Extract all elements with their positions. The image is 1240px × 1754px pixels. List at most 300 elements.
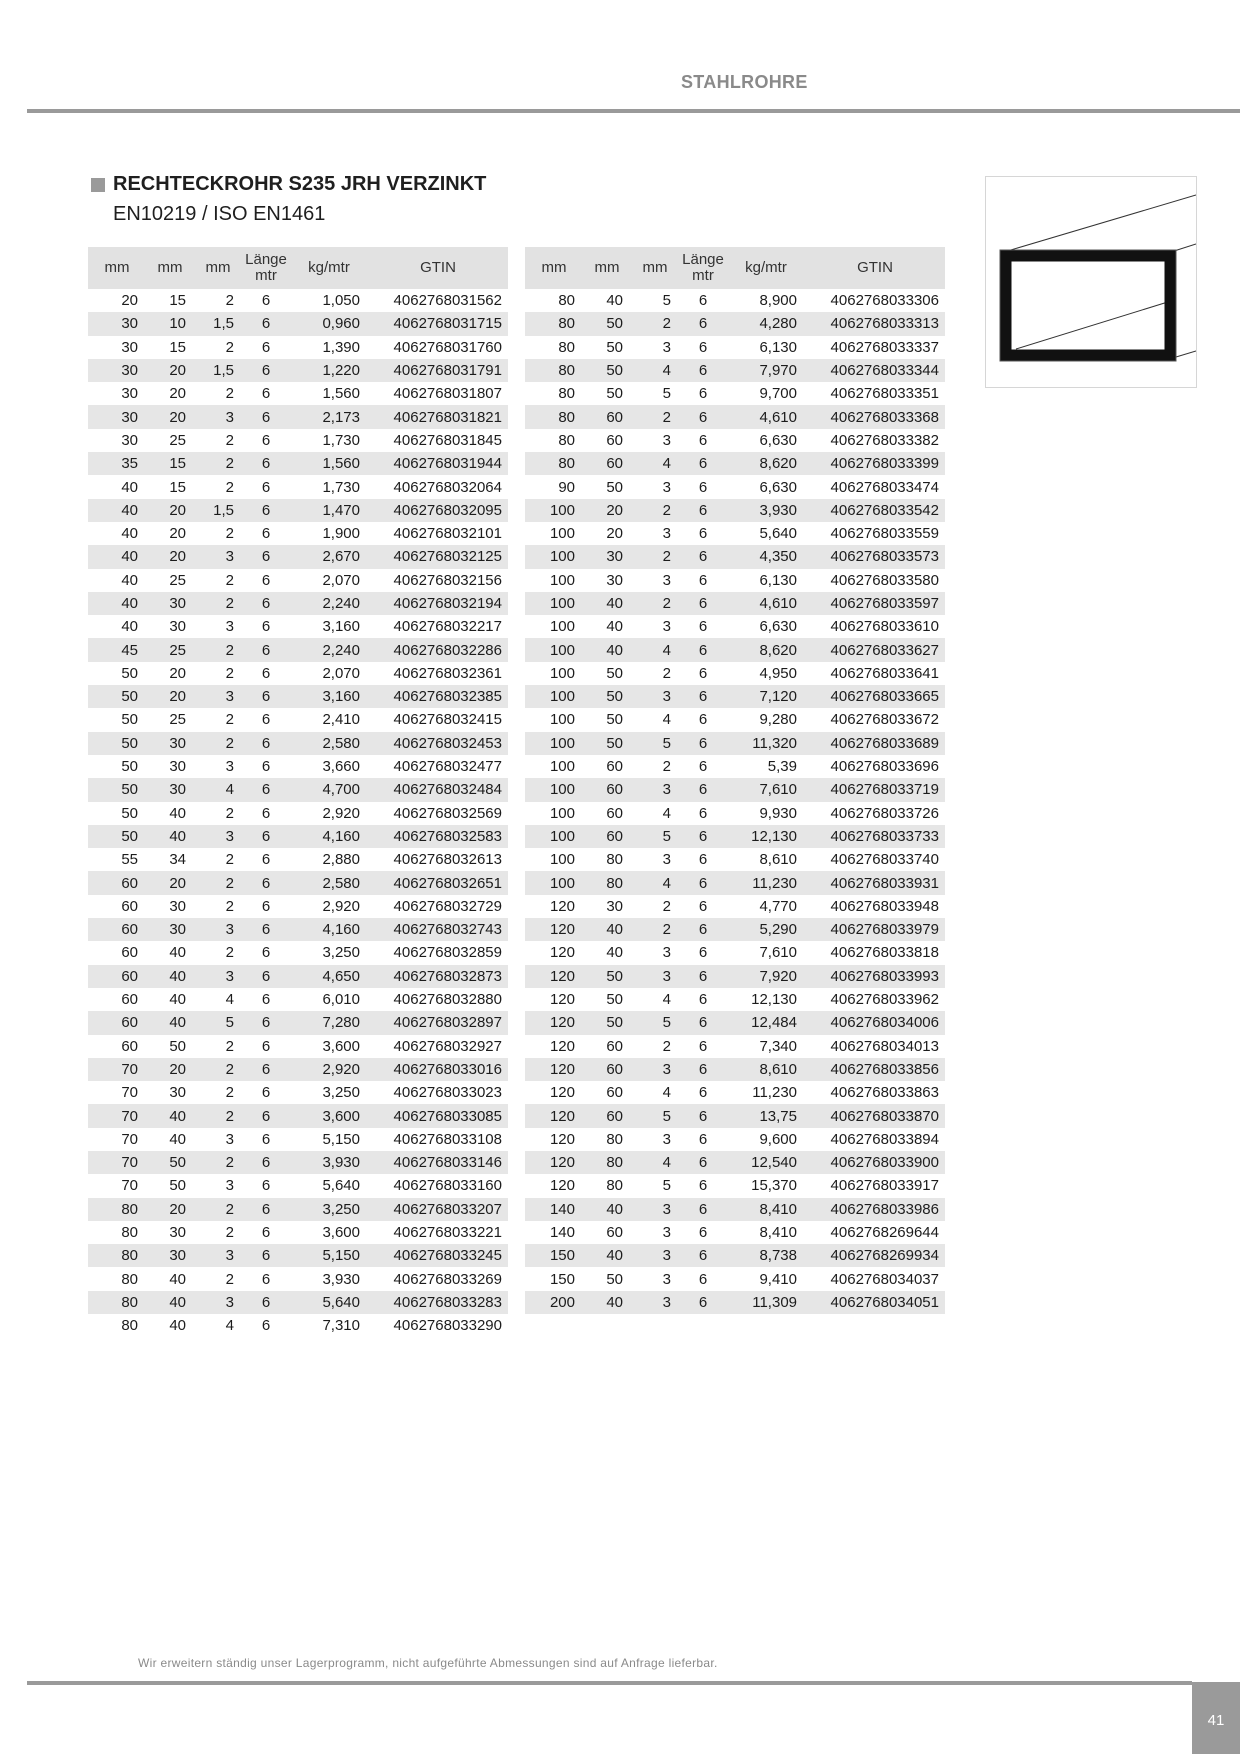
table-cell: 1,470 <box>290 499 368 522</box>
table-cell: 5 <box>631 732 679 755</box>
table-row <box>88 755 508 778</box>
table-cell: 13,75 <box>727 1104 805 1127</box>
table-cell: 3 <box>631 1058 679 1081</box>
table-cell: 100 <box>525 499 583 522</box>
table-cell: 4 <box>662 804 671 822</box>
table-cell: 4062768033610 <box>830 618 939 636</box>
table-cell: 30 <box>146 778 194 801</box>
table-cell: 4062768033368 <box>805 405 945 428</box>
table-cell: 6 <box>679 1011 727 1034</box>
table-cell: 4062768033917 <box>830 1177 939 1195</box>
table-cell: 6 <box>242 1058 290 1081</box>
table-row <box>88 1058 508 1081</box>
column-header: kg/mtr <box>290 247 368 289</box>
header-divider <box>27 109 1240 113</box>
table-row <box>88 522 508 545</box>
table-cell: 4062768033337 <box>830 338 939 356</box>
table-cell: 6 <box>679 592 727 615</box>
page-number-box <box>1192 1682 1240 1754</box>
table-cell: 3 <box>194 1244 242 1267</box>
table-cell: 0,960 <box>290 312 368 335</box>
table-cell: 4062768033283 <box>368 1291 508 1314</box>
table-row <box>88 312 508 335</box>
table-cell: 60 <box>583 1058 631 1081</box>
table-cell: 4 <box>662 991 671 1009</box>
table-row <box>525 382 945 405</box>
table-cell: 2 <box>225 944 234 962</box>
table-cell: 100 <box>549 664 575 682</box>
table-cell: 2,240 <box>290 638 368 661</box>
table-cell: 3 <box>662 525 671 543</box>
table-cell: 6 <box>679 965 727 988</box>
table-cell: 6 <box>679 405 727 428</box>
column-header: GTIN <box>368 247 508 289</box>
table-cell: 40 <box>583 918 631 941</box>
table-cell: 60 <box>583 825 631 848</box>
table-cell: 80 <box>558 385 575 403</box>
table-row <box>525 1104 945 1127</box>
table-cell: 6,130 <box>759 338 797 356</box>
table-row <box>525 1244 945 1267</box>
square-bullet-icon <box>91 178 105 192</box>
table-row <box>88 592 508 615</box>
table-cell: 30 <box>169 1084 186 1102</box>
table-cell: 7,920 <box>727 965 805 988</box>
table-cell: 6 <box>261 385 271 403</box>
table-cell: 4062768033269 <box>393 1270 502 1288</box>
table-cell: 70 <box>88 1058 146 1081</box>
table-cell: 30 <box>169 758 186 776</box>
table-cell: 120 <box>549 944 575 962</box>
table-cell: 4,280 <box>727 312 805 335</box>
table-cell: 6 <box>698 1177 708 1195</box>
table-cell: 4062768033351 <box>830 385 939 403</box>
table-cell: 2 <box>194 732 242 755</box>
page-number: 41 <box>1207 1712 1225 1729</box>
table-row <box>525 848 945 871</box>
table-cell: 40 <box>121 571 138 589</box>
table-cell: 2 <box>194 1198 242 1221</box>
table-cell: 40 <box>583 592 631 615</box>
table-cell: 6 <box>242 452 290 475</box>
table-cell: 2 <box>631 545 679 568</box>
table-cell: 3 <box>631 778 679 801</box>
table-cell: 5 <box>662 385 671 403</box>
table-cell: 60 <box>606 431 623 449</box>
table-cell: 2 <box>225 1084 234 1102</box>
table-cell: 20 <box>146 405 194 428</box>
table-cell: 4 <box>225 991 234 1009</box>
table-cell: 2,410 <box>322 711 360 729</box>
table-row <box>525 1081 945 1104</box>
table-cell: 4062768033931 <box>805 871 945 894</box>
table-cell: 200 <box>525 1291 583 1314</box>
table-cell: 40 <box>88 499 146 522</box>
table-cell: 50 <box>121 758 138 776</box>
table-cell: 5,640 <box>290 1291 368 1314</box>
table-cell: 12,540 <box>727 1151 805 1174</box>
table-cell: 40 <box>606 292 623 310</box>
table-row <box>88 429 508 452</box>
table-cell: 3 <box>225 1177 234 1195</box>
table-cell: 6 <box>698 431 708 449</box>
table-cell: 6 <box>242 1104 290 1127</box>
table-cell: 9,410 <box>759 1270 797 1288</box>
table-cell: 2,880 <box>322 851 360 869</box>
table-cell: 4 <box>631 452 679 475</box>
table-cell: 6 <box>242 1011 290 1034</box>
footer-divider <box>27 1681 1192 1685</box>
table-cell: 60 <box>606 1084 623 1102</box>
table-row <box>525 941 945 964</box>
table-cell: 9,700 <box>759 385 797 403</box>
table-row <box>525 871 945 894</box>
table-cell: 7,120 <box>727 685 805 708</box>
table-cell: 8,620 <box>727 638 805 661</box>
table-cell: 8,610 <box>759 851 797 869</box>
table-cell: 4062768033023 <box>393 1084 502 1102</box>
table-cell: 30 <box>146 1244 194 1267</box>
table-cell: 4062768031562 <box>393 292 502 310</box>
table-cell: 3,600 <box>322 1224 360 1242</box>
table-row <box>88 359 508 382</box>
table-cell: 100 <box>525 732 583 755</box>
table-cell: 4062768033986 <box>805 1198 945 1221</box>
table-cell: 6 <box>679 1244 727 1267</box>
table-cell: 4062768032125 <box>368 545 508 568</box>
table-cell: 60 <box>606 1037 623 1055</box>
footer-note: Wir erweitern ständig unser Lagerprogramm, nicht aufgeführte Abmessungen sind auf Anfrage lieferbar. <box>138 1656 718 1670</box>
table-cell: 4062768033962 <box>830 991 939 1009</box>
table-cell: 4062768032651 <box>368 871 508 894</box>
table-cell: 2 <box>225 664 234 682</box>
table-cell: 40 <box>606 618 623 636</box>
table-cell: 100 <box>525 545 583 568</box>
table-cell: 50 <box>583 685 631 708</box>
table-cell: 4062768033726 <box>830 804 939 822</box>
table-cell: 4062768033733 <box>805 825 945 848</box>
table-cell: 40 <box>583 1244 631 1267</box>
table-cell: 4 <box>631 871 679 894</box>
table-cell: 50 <box>583 312 631 335</box>
table-cell: 6 <box>242 871 290 894</box>
table-row <box>88 1291 508 1314</box>
table-row <box>88 336 508 359</box>
table-cell: 80 <box>606 1177 623 1195</box>
table-cell: 40 <box>121 478 138 496</box>
table-cell: 2 <box>225 851 234 869</box>
table-row <box>525 778 945 801</box>
table-cell: 5,150 <box>322 1130 360 1148</box>
table-cell: 5 <box>631 1011 679 1034</box>
table-cell: 3,250 <box>322 944 360 962</box>
table-cell: 4,770 <box>759 897 797 915</box>
table-cell: 6 <box>242 1244 290 1267</box>
product-image <box>985 176 1197 388</box>
table-row <box>525 429 945 452</box>
table-cell: 2,920 <box>290 1058 368 1081</box>
table-cell: 1,900 <box>322 525 360 543</box>
table-cell: 70 <box>121 1177 138 1195</box>
table-cell: 4062768033894 <box>830 1130 939 1148</box>
table-cell: 3 <box>662 431 671 449</box>
table-cell: 25 <box>169 431 186 449</box>
table-row <box>88 848 508 871</box>
table-row <box>88 1035 508 1058</box>
table-cell: 2 <box>225 711 234 729</box>
table-cell: 2,173 <box>290 405 368 428</box>
table-cell: 50 <box>606 478 623 496</box>
table-cell: 120 <box>525 1151 583 1174</box>
table-cell: 7,970 <box>727 359 805 382</box>
spec-table-right <box>525 247 945 1314</box>
table-row <box>88 988 508 1011</box>
table-cell: 40 <box>121 525 138 543</box>
rectangular-tube-icon <box>986 177 1196 387</box>
table-cell: 8,738 <box>727 1244 805 1267</box>
table-cell: 3 <box>194 685 242 708</box>
table-cell: 3,250 <box>290 1198 368 1221</box>
table-cell: 40 <box>121 618 138 636</box>
table-cell: 60 <box>88 965 146 988</box>
table-cell: 4 <box>631 638 679 661</box>
table-cell: 6 <box>242 732 290 755</box>
table-cell: 6 <box>242 1151 290 1174</box>
table-cell: 6 <box>698 525 708 543</box>
table-row <box>525 825 945 848</box>
table-cell: 70 <box>121 1084 138 1102</box>
table-cell: 4,950 <box>759 664 797 682</box>
table-cell: 20 <box>146 499 194 522</box>
table-cell: 60 <box>121 1037 138 1055</box>
table-cell: 4062768033856 <box>805 1058 945 1081</box>
table-cell: 20 <box>146 871 194 894</box>
table-cell: 11,230 <box>752 1084 797 1102</box>
table-cell: 6 <box>261 431 271 449</box>
table-cell: 6 <box>261 897 271 915</box>
table-cell: 40 <box>146 825 194 848</box>
table-cell: 6 <box>698 851 708 869</box>
table-cell: 6 <box>698 1037 708 1055</box>
table-cell: 70 <box>88 1104 146 1127</box>
table-cell: 2 <box>225 525 234 543</box>
table-cell: 25 <box>169 711 186 729</box>
table-cell: 4062768033979 <box>805 918 945 941</box>
table-cell: 4062768034006 <box>805 1011 945 1034</box>
table-cell: 4062768033245 <box>368 1244 508 1267</box>
table-row <box>88 1221 508 1244</box>
table-cell: 6 <box>261 804 271 822</box>
table-cell: 3 <box>662 851 671 869</box>
table-cell: 4062768032897 <box>368 1011 508 1034</box>
table-cell: 60 <box>121 991 138 1009</box>
table-cell: 20 <box>121 292 138 310</box>
table-cell: 80 <box>606 1130 623 1148</box>
table-cell: 50 <box>121 804 138 822</box>
table-cell: 100 <box>549 804 575 822</box>
table-cell: 6,630 <box>759 618 797 636</box>
table-cell: 80 <box>525 359 583 382</box>
table-cell: 4062768032385 <box>368 685 508 708</box>
table-cell: 1,220 <box>290 359 368 382</box>
table-cell: 6 <box>242 685 290 708</box>
table-cell: 4062768032484 <box>368 778 508 801</box>
table-cell: 3 <box>631 1244 679 1267</box>
table-cell: 4062768031791 <box>368 359 508 382</box>
table-cell: 6 <box>679 452 727 475</box>
table-cell: 60 <box>606 758 623 776</box>
table-row <box>88 685 508 708</box>
table-cell: 50 <box>583 1011 631 1034</box>
table-cell: 120 <box>549 897 575 915</box>
table-cell: 1,730 <box>322 478 360 496</box>
table-cell: 3 <box>631 965 679 988</box>
table-cell: 2 <box>225 292 234 310</box>
table-cell: 6 <box>698 897 708 915</box>
table-cell: 6 <box>679 825 727 848</box>
table-cell: 100 <box>525 871 583 894</box>
table-cell: 4062768032156 <box>393 571 502 589</box>
table-cell: 120 <box>525 1011 583 1034</box>
table-cell: 2,920 <box>322 897 360 915</box>
table-cell: 4,160 <box>290 825 368 848</box>
table-cell: 90 <box>558 478 575 496</box>
column-header: mm <box>583 247 631 289</box>
table-cell: 4062768033542 <box>805 499 945 522</box>
table-cell: 12,130 <box>727 825 805 848</box>
table-cell: 20 <box>169 385 186 403</box>
table-cell: 4062768034051 <box>805 1291 945 1314</box>
table-row <box>88 638 508 661</box>
table-row <box>525 965 945 988</box>
table-cell: 50 <box>88 778 146 801</box>
table-cell: 6 <box>698 1084 708 1102</box>
table-cell: 2 <box>225 1270 234 1288</box>
table-cell: 4,650 <box>290 965 368 988</box>
table-row <box>88 662 508 685</box>
table-cell: 4062768031944 <box>368 452 508 475</box>
table-cell: 140 <box>525 1198 583 1221</box>
table-cell: 3 <box>194 965 242 988</box>
table-cell: 4062768031821 <box>368 405 508 428</box>
table-cell: 1,730 <box>322 431 360 449</box>
table-cell: 2 <box>194 452 242 475</box>
table-cell: 2 <box>194 871 242 894</box>
table-row <box>88 475 508 498</box>
table-cell: 4 <box>631 1151 679 1174</box>
table-cell: 3 <box>194 918 242 941</box>
table-cell: 15 <box>169 338 186 356</box>
table-cell: 4062768032095 <box>368 499 508 522</box>
table-cell: 40 <box>169 1270 186 1288</box>
table-cell: 40 <box>169 1317 186 1335</box>
table-cell: 1,5 <box>194 312 242 335</box>
table-cell: 4062768032873 <box>368 965 508 988</box>
table-cell: 6 <box>261 1224 271 1242</box>
table-cell: 2 <box>662 758 671 776</box>
spec-table-left <box>88 247 508 1337</box>
table-cell: 4062768032064 <box>393 478 502 496</box>
table-cell: 50 <box>583 965 631 988</box>
table-cell: 50 <box>583 732 631 755</box>
table-cell: 4062768033474 <box>830 478 939 496</box>
table-cell: 11,309 <box>727 1291 805 1314</box>
table-cell: 3 <box>225 618 234 636</box>
table-cell: 20 <box>169 525 186 543</box>
table-cell: 140 <box>549 1224 575 1242</box>
table-cell: 2 <box>225 385 234 403</box>
table-row <box>525 615 945 638</box>
table-cell: 30 <box>121 338 138 356</box>
table-cell: 50 <box>146 1151 194 1174</box>
table-cell: 6 <box>679 1198 727 1221</box>
table-cell: 80 <box>121 1317 138 1335</box>
table-row <box>88 732 508 755</box>
table-cell: 8,410 <box>759 1224 797 1242</box>
table-row <box>525 918 945 941</box>
table-cell: 6 <box>679 545 727 568</box>
table-row <box>88 1314 508 1337</box>
table-cell: 6,630 <box>759 431 797 449</box>
table-row <box>88 569 508 592</box>
table-cell: 25 <box>169 571 186 589</box>
column-header: mm <box>146 247 194 289</box>
table-cell: 100 <box>549 571 575 589</box>
table-cell: 80 <box>88 1291 146 1314</box>
table-cell: 4062768033641 <box>830 664 939 682</box>
table-cell: 6 <box>679 1104 727 1127</box>
table-cell: 4062768033863 <box>830 1084 939 1102</box>
table-cell: 40 <box>146 1104 194 1127</box>
table-row <box>525 499 945 522</box>
table-cell: 6 <box>261 711 271 729</box>
table-cell: 4062768033948 <box>830 897 939 915</box>
table-cell: 2 <box>662 1037 671 1055</box>
table-cell: 100 <box>549 618 575 636</box>
table-cell: 4062768031845 <box>393 431 502 449</box>
table-cell: 5,640 <box>322 1177 360 1195</box>
table-cell: 60 <box>88 1011 146 1034</box>
table-cell: 4,700 <box>290 778 368 801</box>
table-cell: 3 <box>662 944 671 962</box>
table-cell: 5 <box>662 1177 671 1195</box>
table-cell: 4062768033719 <box>805 778 945 801</box>
table-cell: 20 <box>146 545 194 568</box>
table-row <box>525 405 945 428</box>
table-cell: 2,580 <box>290 871 368 894</box>
table-cell: 2,580 <box>290 732 368 755</box>
table-cell: 4062768033672 <box>830 711 939 729</box>
table-cell: 4062768033740 <box>830 851 939 869</box>
table-cell: 120 <box>549 1084 575 1102</box>
table-cell: 4062768034037 <box>830 1270 939 1288</box>
table-row <box>525 359 945 382</box>
table-cell: 80 <box>558 292 575 310</box>
table-cell: 150 <box>525 1244 583 1267</box>
table-row <box>525 1198 945 1221</box>
table-cell: 50 <box>606 664 623 682</box>
table-cell: 40 <box>88 592 146 615</box>
table-cell: 7,340 <box>759 1037 797 1055</box>
table-row <box>88 452 508 475</box>
table-cell: 80 <box>88 1244 146 1267</box>
table-cell: 60 <box>606 804 623 822</box>
table-row <box>88 289 508 312</box>
table-cell: 40 <box>146 1291 194 1314</box>
table-cell: 4062768033207 <box>368 1198 508 1221</box>
table-cell: 4062768032927 <box>393 1037 502 1055</box>
table-cell: 4062768033016 <box>368 1058 508 1081</box>
